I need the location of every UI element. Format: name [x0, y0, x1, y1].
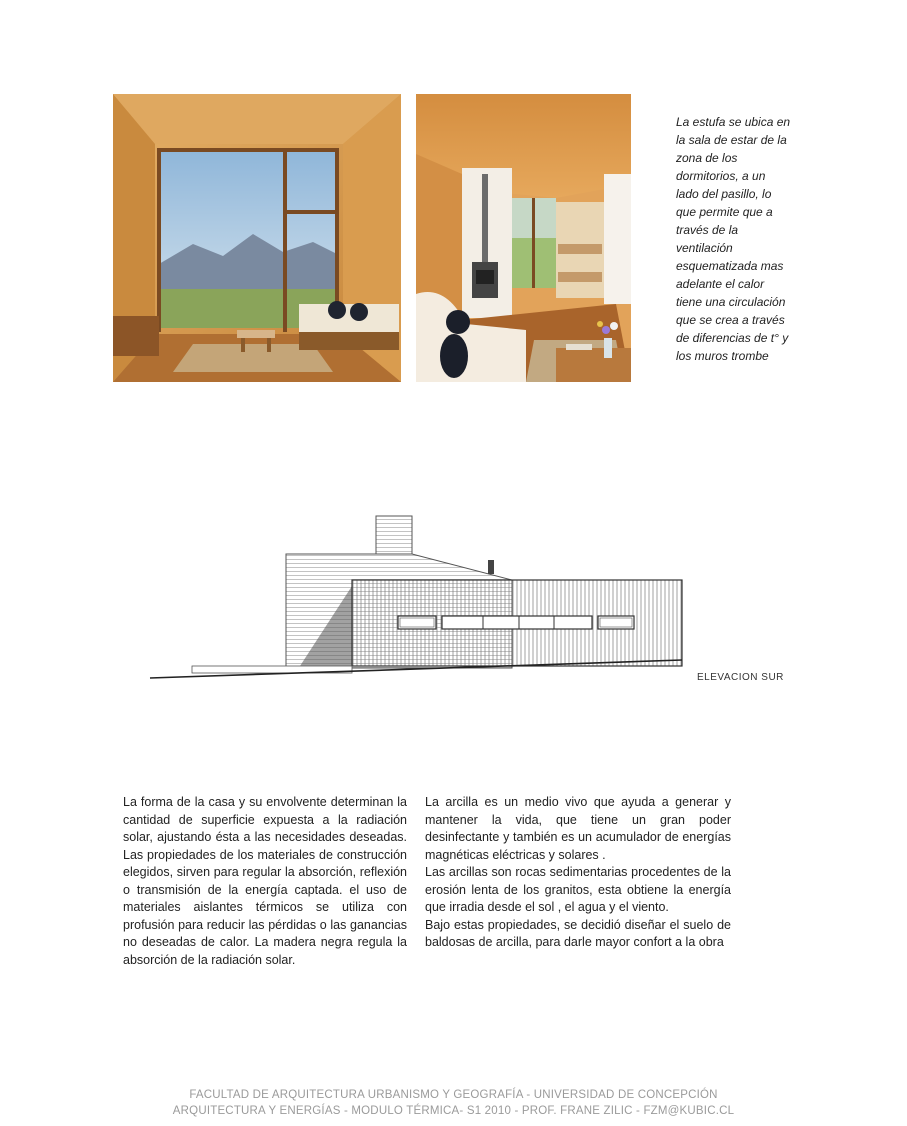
caption-line: La estufa se ubica en	[676, 115, 791, 129]
caption-line: tiene una circulación	[676, 295, 786, 309]
caption-line: dormitorios, a un	[676, 169, 766, 183]
right-paragraph-3: Bajo estas propiedades, se decidió diseñar el suelo de baldosas de arcilla, para darle mayor confort a la obra	[425, 917, 731, 949]
caption-line: los muros trombe	[676, 349, 769, 363]
footer-institution: FACULTAD DE ARQUITECTURA URBANISMO Y GEOGRAFÍA - UNIVERSIDAD DE CONCEPCIÓN	[189, 1089, 718, 1101]
caption-line: ventilación	[676, 241, 733, 255]
stove-caption	[676, 113, 806, 365]
caption-line: que permite que a	[676, 205, 773, 219]
footer-course: ARQUITECTURA Y ENERGÍAS - MODULO TÉRMICA- S1 2010 - PROF. FRANE ZILIC - FZM@KUBIC.CL	[172, 1105, 735, 1117]
left-paragraph: La forma de la casa y su envolvente determinan la cantidad de superficie expuesta a la radiación solar, ajustando ésta a las necesidades deseadas. Las propiedades de los materiales de construcción elegidos, sirven para regular la absorción, reflexión o transmisión de la energía captada. el uso de materiales aislantes térmicos se utiliza con profusión para reducir las pérdidas o las ganancias no deseadas de calor. La madera negra regula la absorción de la radiación solar.	[123, 795, 407, 967]
left-text-column	[123, 794, 407, 969]
caption-line: esquematizada mas	[676, 259, 784, 273]
caption-line: de diferencias de t° y	[676, 331, 789, 345]
right-text-column	[425, 794, 731, 952]
caption-line: adelante el calor	[676, 277, 765, 291]
caption-line: través de la	[676, 223, 739, 237]
caption-line: zona de los	[676, 151, 738, 165]
caption-line: lado del pasillo, lo	[676, 187, 772, 201]
stove-corridor-photo	[416, 94, 631, 382]
caption-line: que se crea a través	[676, 313, 785, 327]
right-paragraph-2: Las arcillas son rocas sedimentarias procedentes de la erosión lenta de los granitos, esta obtiene la energía que irradia desde el sol , el agua y el viento.	[425, 865, 731, 914]
caption-line: la sala de estar de la	[676, 133, 787, 147]
elevation-label: ELEVACION SUR	[697, 672, 784, 683]
right-paragraph-1: La arcilla es un medio vivo que ayuda a generar y mantener la vida, que tiene un gran poder desinfectante y también es un acumulador de energías magnéticas eléctricas y solares .	[425, 795, 731, 862]
living-room-photo	[113, 94, 401, 382]
south-elevation-drawing	[140, 508, 800, 693]
